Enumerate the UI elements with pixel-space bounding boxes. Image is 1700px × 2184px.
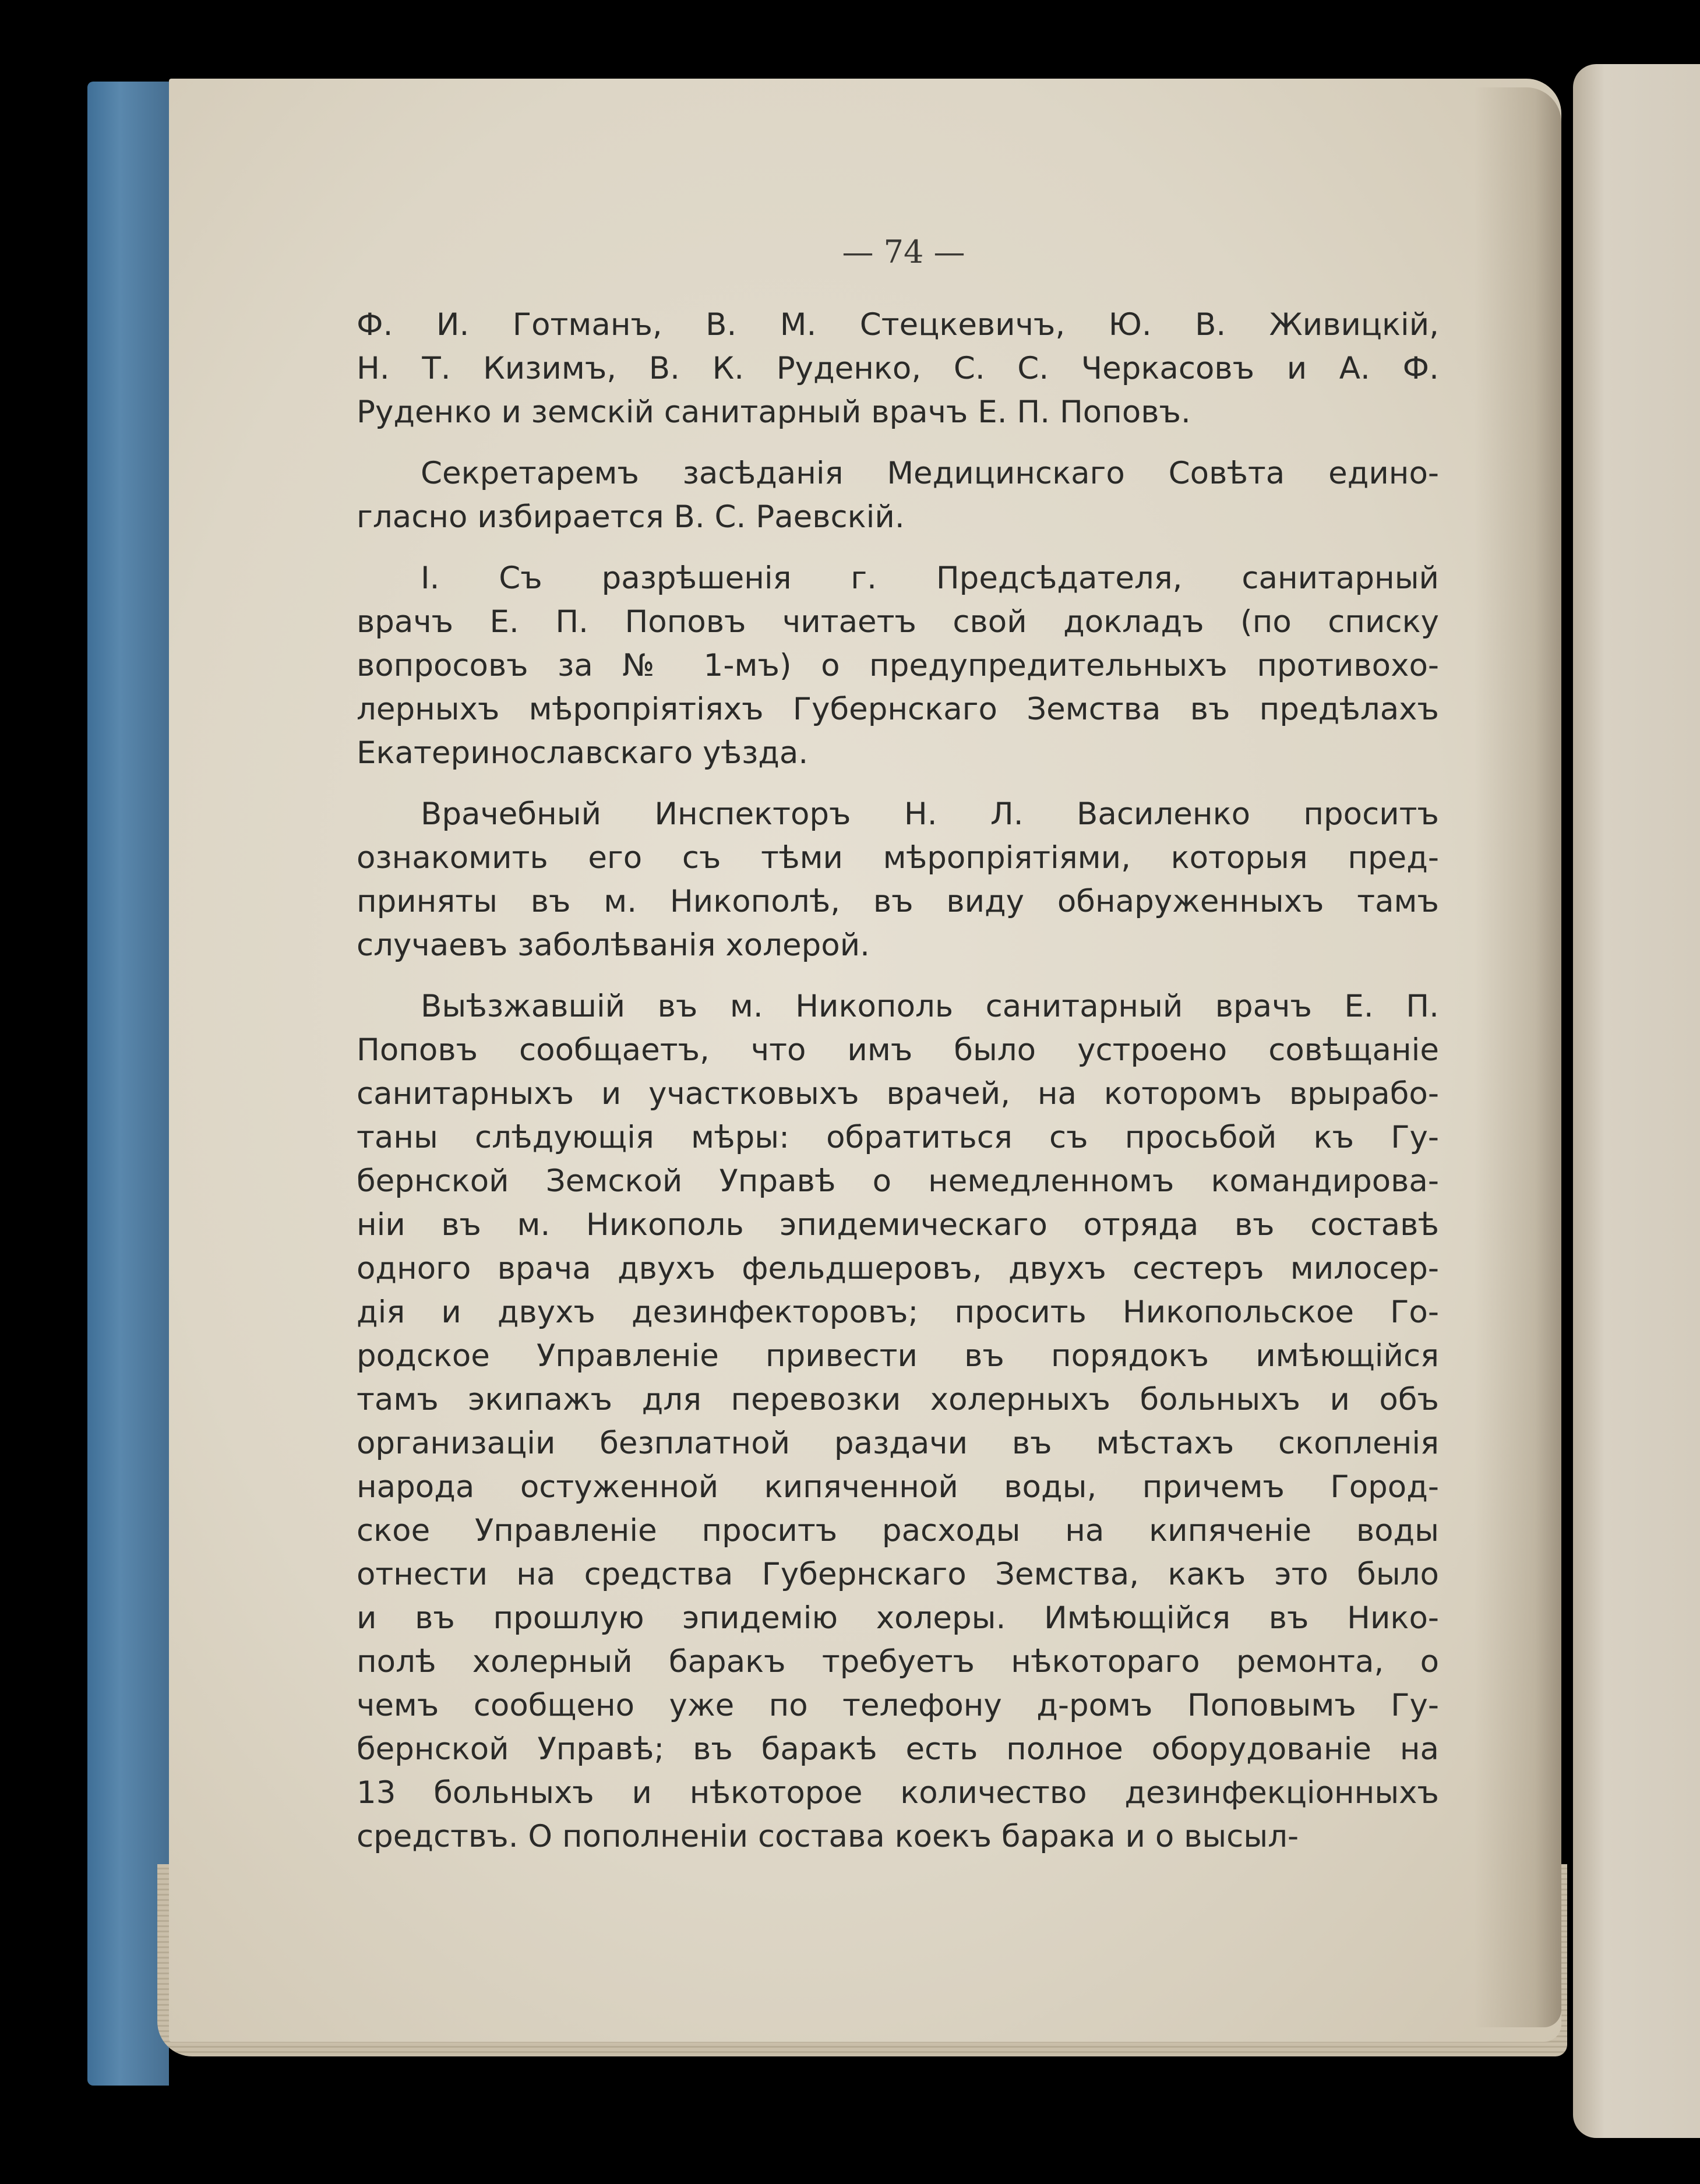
- book-binding: [87, 82, 169, 2086]
- text-line: бернской Земской Управѣ о немедленномъ командирова-: [357, 1163, 1439, 1199]
- paragraph: [357, 792, 1439, 967]
- paragraph: [357, 556, 1439, 775]
- text-line: санитарныхъ и участковыхъ врачей, на которомъ врырабо-: [357, 1076, 1439, 1112]
- text-line: Руденко и земскій санитарный врачъ Е. П. Поповъ.: [357, 394, 1191, 430]
- page-gutter-shadow: [1474, 87, 1561, 2027]
- text-line: врачъ Е. П. Поповъ читаетъ свой докладъ (по списку: [357, 604, 1439, 640]
- text-line: тамъ экипажъ для перевозки холерныхъ больныхъ и объ: [357, 1382, 1439, 1417]
- text-line: родское Управленіе привести въ порядокъ имѣющійся: [357, 1338, 1439, 1374]
- text-line: Ф. И. Готманъ, В. М. Стецкевичъ, Ю. В. Живицкій,: [357, 307, 1439, 343]
- text-line: вопросовъ за № 1-мъ) о предупредительныхъ противохо-: [357, 648, 1439, 683]
- text-line: I. Съ разрѣшенія г. Предсѣдателя, санитарный: [421, 560, 1439, 596]
- text-line: случаевъ заболѣванія холерой.: [357, 927, 870, 963]
- text-line: Поповъ сообщаетъ, что имъ было устроено совѣщаніе: [357, 1032, 1439, 1068]
- text-line: ское Управленіе проситъ расходы на кипяченіе воды: [357, 1513, 1439, 1548]
- text-line: Выѣзжавшій въ м. Никополь санитарный врачъ Е. П.: [421, 989, 1439, 1024]
- text-line: дія и двухъ дезинфекторовъ; просить Никопольское Го-: [357, 1294, 1439, 1330]
- text-line: Екатеринославскаго уѣзда.: [357, 735, 809, 771]
- page-text: [357, 230, 1439, 1876]
- text-line: бернской Управѣ; въ баракѣ есть полное оборудованіе на: [357, 1731, 1439, 1767]
- text-line: чемъ сообщено уже по телефону д-ромъ Поповымъ Гу-: [357, 1688, 1439, 1723]
- paragraph: [357, 451, 1439, 539]
- text-line: лерныхъ мѣропріятіяхъ Губернскаго Земства въ предѣлахъ: [357, 691, 1439, 727]
- text-line: 13 больныхъ и нѣкоторое количество дезинфекціонныхъ: [357, 1775, 1439, 1811]
- text-line: Секретаремъ засѣданія Медицинскаго Совѣта едино-: [421, 456, 1439, 491]
- text-line: и въ прошлую эпидемію холеры. Имѣющійся въ Нико-: [357, 1600, 1439, 1636]
- text-line: приняты въ м. Никополѣ, въ виду обнаруженныхъ тамъ: [357, 884, 1439, 919]
- text-line: ознакомить его съ тѣми мѣропріятіями, которыя пред-: [357, 840, 1439, 876]
- facing-page: [1573, 64, 1700, 2138]
- paragraph: [357, 303, 1439, 434]
- text-line: полѣ холерный баракъ требуетъ нѣкотораго ремонта, о: [357, 1644, 1439, 1680]
- text-line: Н. Т. Кизимъ, В. К. Руденко, С. С. Черкасовъ и А. Ф.: [357, 351, 1439, 386]
- text-line: одного врача двухъ фельдшеровъ, двухъ сестеръ милосер-: [357, 1251, 1439, 1286]
- text-line: ніи въ м. Никополь эпидемическаго отряда въ составѣ: [357, 1207, 1439, 1243]
- text-line: гласно избирается В. С. Раевскій.: [357, 499, 905, 535]
- text-line: организаціи безплатной раздачи въ мѣстахъ скопленія: [357, 1426, 1439, 1461]
- paragraph: [357, 985, 1439, 1858]
- text-line: средствъ. О пополненіи состава коекъ барака и о высыл-: [357, 1819, 1299, 1854]
- text-line: отнести на средства Губернскаго Земства, какъ это было: [357, 1557, 1439, 1592]
- page-number: — 74 —: [842, 234, 965, 270]
- text-line: таны слѣдующія мѣры: обратиться съ просьбой къ Гу-: [357, 1120, 1439, 1155]
- text-line: народа остуженной кипяченной воды, причемъ Город-: [357, 1469, 1439, 1505]
- body-text: [357, 303, 1439, 1858]
- text-line: Врачебный Инспекторъ Н. Л. Василенко проситъ: [421, 796, 1439, 832]
